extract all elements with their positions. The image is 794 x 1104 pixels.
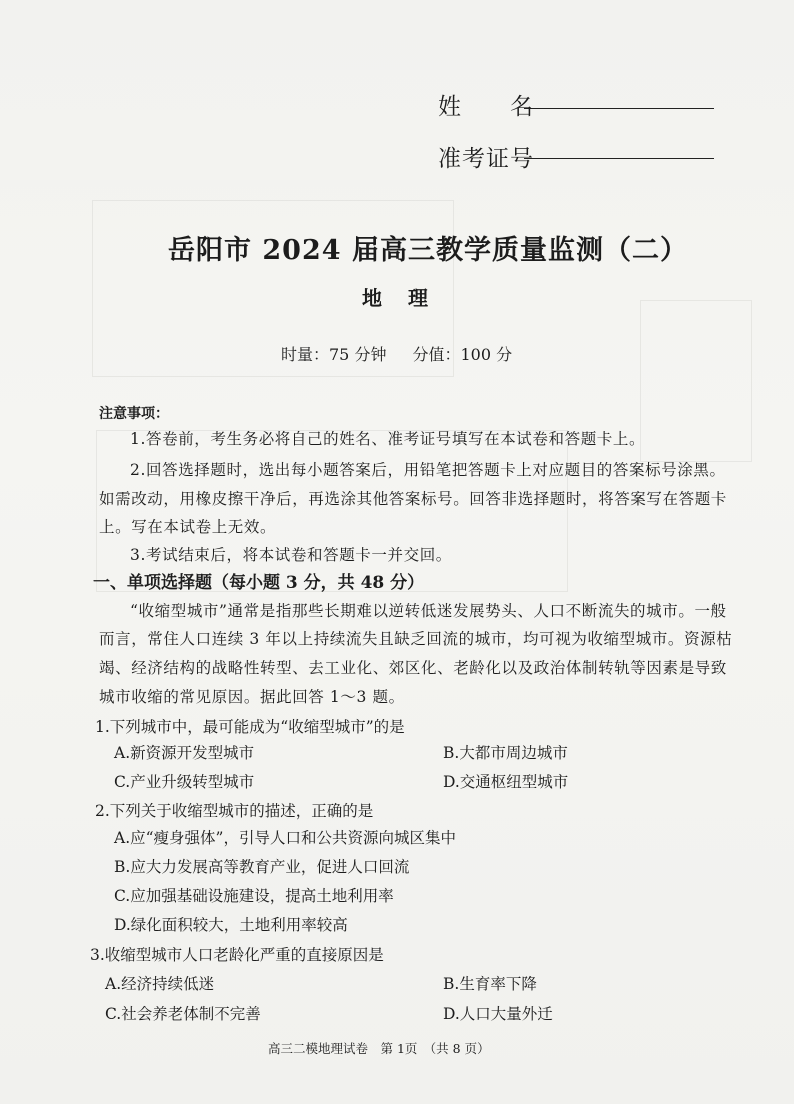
notice-item: 上。写在本试卷上无效。: [99, 518, 277, 536]
option-b: B.生育率下降: [443, 975, 537, 993]
exam-number-field-line: [524, 158, 714, 159]
option-a: A.经济持续低迷: [105, 975, 215, 993]
exam-timing: [281, 342, 538, 365]
subject-title: 地理: [362, 286, 454, 310]
option-c: C.产业升级转型城市: [114, 773, 255, 791]
question-stem: 3.收缩型城市人口老龄化严重的直接原因是: [90, 946, 384, 964]
notice-heading: 注意事项：: [99, 406, 169, 422]
option-a: A.新资源开发型城市: [114, 744, 255, 762]
bleed-through-box: [640, 300, 752, 462]
exam-duration: 时量：75 分钟: [281, 345, 387, 364]
question-stem: 2.下列关于收缩型城市的描述，正确的是: [95, 802, 374, 820]
option-d: D.人口大量外迁: [443, 1005, 553, 1023]
notice-item: 如需改动，用橡皮擦干净后，再选涂其他答案标号。回答非选择题时，将答案写在答题卡: [99, 490, 727, 508]
exam-number-label: 准考证号: [438, 146, 534, 172]
section-heading: 一、单项选择题（每小题 3 分，共 48 分）: [93, 573, 425, 593]
option-a: A.应“瘦身强体”，引导人口和公共资源向城区集中: [114, 829, 456, 847]
option-b: B.大都市周边城市: [443, 744, 568, 762]
option-c: C.应加强基础设施建设，提高土地利用率: [114, 887, 394, 905]
exam-score: 分值：100 分: [412, 345, 513, 364]
name-field-line: [524, 108, 714, 109]
page-footer: 高三二模地理试卷 第 1页 （共 8 页）: [268, 1041, 490, 1056]
passage-line: 城市收缩的常见原因。据此回答 1～3 题。: [99, 688, 405, 706]
option-c: C.社会养老体制不完善: [105, 1005, 261, 1023]
question-stem: 1.下列城市中，最可能成为“收缩型城市”的是: [95, 718, 405, 736]
option-b: B.应大力发展高等教育产业，促进人口回流: [114, 858, 410, 876]
option-d: D.交通枢纽型城市: [443, 773, 569, 791]
passage-line: “收缩型城市”通常是指那些长期难以逆转低迷发展势头、人口不断流失的城市。一般: [130, 602, 727, 620]
notice-item: 3.考试结束后，将本试卷和答题卡一并交回。: [130, 546, 452, 564]
passage-line: 而言，常住人口连续 3 年以上持续流失且缺乏回流的城市，均可视为收缩型城市。资源枯: [99, 630, 733, 648]
exam-title: 岳阳市 2024 届高三教学质量监测（二）: [168, 235, 688, 266]
passage-line: 竭、经济结构的战略性转型、去工业化、郊区化、老龄化以及政治体制转轨等因素是导致: [99, 659, 727, 677]
notice-item: 1.答卷前，考生务必将自己的姓名、准考证号填写在本试卷和答题卡上。: [130, 430, 646, 448]
option-d: D.绿化面积较大，土地利用率较高: [114, 916, 348, 934]
notice-item: 2.回答选择题时，选出每小题答案后，用铅笔把答题卡上对应题目的答案标号涂黑。: [130, 461, 726, 479]
name-label: 姓 名: [438, 94, 534, 120]
